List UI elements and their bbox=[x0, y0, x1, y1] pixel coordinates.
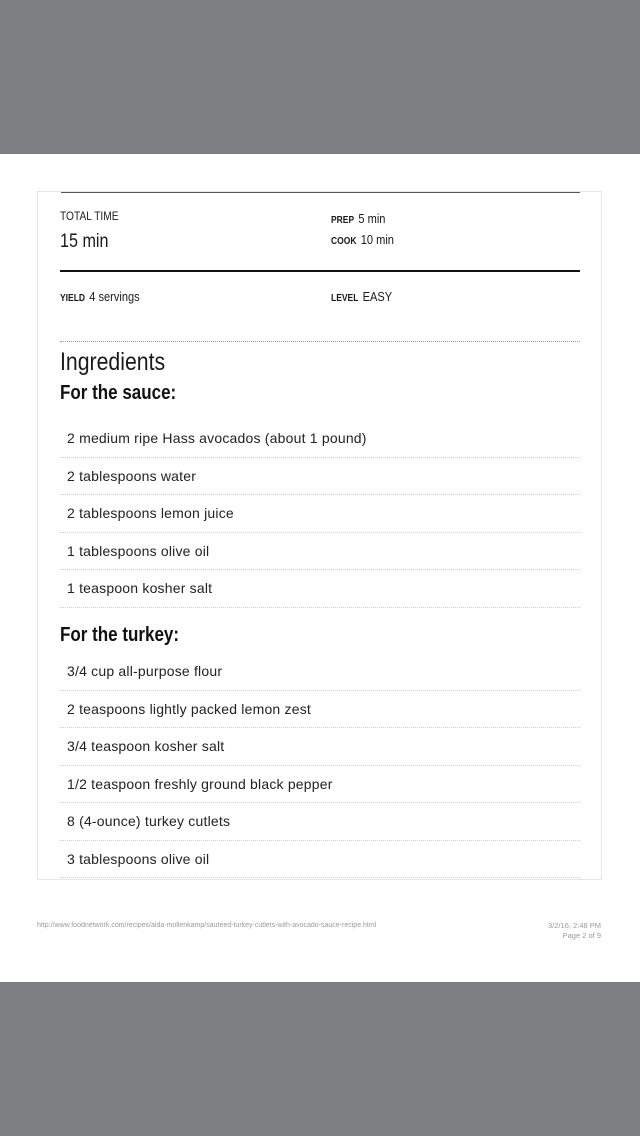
list-item: 1 teaspoon kosher salt bbox=[60, 570, 580, 608]
sauce-ingredient-list bbox=[60, 420, 580, 608]
time-divider bbox=[60, 270, 580, 272]
level-value: EASY bbox=[362, 289, 393, 304]
yield-label: YIELD bbox=[60, 293, 86, 304]
sauce-heading: For the sauce: bbox=[60, 382, 177, 404]
list-item: 2 teaspoons lightly packed lemon zest bbox=[60, 691, 580, 729]
cook-value: 10 min bbox=[360, 232, 394, 247]
top-divider bbox=[61, 192, 580, 193]
list-item: 1 tablespoons olive oil bbox=[60, 533, 580, 571]
prep-value: 5 min bbox=[358, 211, 386, 226]
level-label: LEVEL bbox=[331, 293, 359, 304]
level bbox=[331, 288, 392, 306]
list-item: 2 tablespoons water bbox=[60, 458, 580, 496]
footer-meta bbox=[548, 921, 601, 941]
turkey-ingredient-list bbox=[60, 653, 580, 878]
footer-url: http://www.foodnetwork.com/recipes/aida-mollenkamp/sauteed-turkey-cutlets-with-avocado-sauce-recipe.html bbox=[37, 922, 377, 929]
ingredients-title: Ingredients bbox=[60, 348, 166, 376]
list-item: 2 medium ripe Hass avocados (about 1 pound) bbox=[60, 420, 580, 458]
footer-datetime: 3/2/16, 2:48 PM bbox=[548, 921, 601, 930]
list-item: 1/2 teaspoon freshly ground black pepper bbox=[60, 766, 580, 804]
list-item: 3/4 cup all-purpose flour bbox=[60, 653, 580, 691]
yield-value: 4 servings bbox=[89, 289, 140, 304]
yield bbox=[60, 288, 140, 306]
prep-time bbox=[331, 210, 385, 228]
recipe-content bbox=[37, 191, 602, 880]
document-page bbox=[0, 154, 640, 982]
section-divider bbox=[60, 341, 580, 342]
total-time-value: 15 min bbox=[60, 231, 109, 252]
list-item: 8 (4-ounce) turkey cutlets bbox=[60, 803, 580, 841]
prep-label: PREP bbox=[331, 215, 355, 226]
list-item: 3/4 teaspoon kosher salt bbox=[60, 728, 580, 766]
footer-page-number: Page 2 of 9 bbox=[562, 931, 601, 940]
cook-label: COOK bbox=[331, 236, 357, 247]
list-item: 2 tablespoons lemon juice bbox=[60, 495, 580, 533]
total-time-label: TOTAL TIME bbox=[60, 209, 119, 223]
turkey-heading: For the turkey: bbox=[60, 624, 180, 646]
list-item: 3 tablespoons olive oil bbox=[60, 841, 580, 879]
cook-time bbox=[331, 231, 394, 249]
